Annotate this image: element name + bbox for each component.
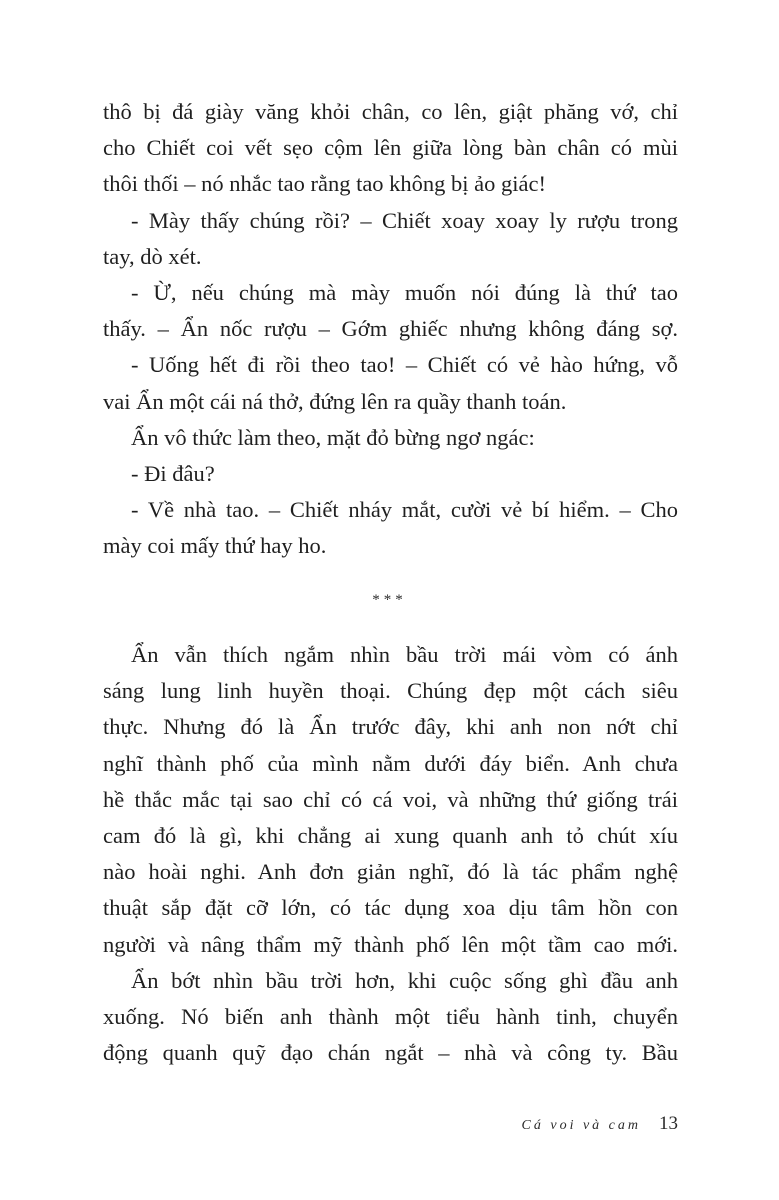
dialogue-section [103,94,678,564]
text-line: sáng lung linh huyền thoại. Chúng đẹp một cách siêu [103,678,678,704]
text-line: người và nâng thẩm mỹ thành phố lên một tầm cao mới. [103,931,678,957]
text-line: - Ừ, nếu chúng mà mày muốn nói đúng là thứ tao [131,279,678,305]
text-line: thô bị đá giày văng khỏi chân, co lên, giật phăng vớ, chỉ [103,99,678,124]
text-line: thực. Nhưng đó là Ẩn trước đây, khi anh non nớt chỉ [103,714,678,740]
text-line: động quanh quỹ đạo chán ngắt – nhà và công ty. Bầu [103,1040,678,1066]
text-line: nghĩ thành phố của mình nằm dưới đáy biển. Anh chưa [103,750,678,776]
text-line: vai Ẩn một cái ná thở, đứng lên ra quầy thanh toán. [103,388,567,414]
section-separator: *** [372,592,407,608]
text-line: - Uống hết đi rồi theo tao! – Chiết có vẻ hào hứng, vỗ [131,352,678,378]
text-line: cho Chiết coi vết sẹo cộm lên giữa lòng bàn chân có mùi [103,135,678,161]
narrative-section [103,637,678,1071]
page-footer [522,1113,678,1135]
text-line: mày coi mấy thứ hay ho. [103,533,327,559]
text-line: nào hoài nghi. Anh đơn giản nghĩ, đó là tác phẩm nghệ [103,859,678,885]
text-line: Ẩn vẫn thích ngắm nhìn bầu trời mái vòm có ánh [131,642,678,667]
text-line: Ẩn bớt nhìn bầu trời hơn, khi cuộc sống ghì đầu anh [131,967,678,993]
text-line: cam đó là gì, khi chẳng ai xung quanh anh tỏ chút xíu [103,822,678,848]
text-line: tay, dò xét. [103,243,202,269]
text-line: Ẩn vô thức làm theo, mặt đỏ bừng ngơ ngác: [131,424,535,450]
text-line: xuống. Nó biến anh thành một tiểu hành tinh, chuyển [103,1003,678,1029]
running-title: Cá voi và cam [521,1118,641,1133]
text-line: - Đi đâu? [131,460,215,486]
text-line: thôi thối – nó nhắc tao rằng tao không bị ảo giác! [103,171,547,197]
text-line: - Về nhà tao. – Chiết nháy mắt, cười vẻ bí hiểm. – Cho [131,497,678,523]
page-number: 13 [659,1113,678,1134]
text-line: thuật sắp đặt cỡ lớn, có tác dụng xoa dịu tâm hồn con [103,895,678,921]
text-line: thấy. – Ẩn nốc rượu – Gớm ghiếc nhưng không đáng sợ. [103,316,678,342]
text-line: hề thắc mắc tại sao chỉ có cá voi, và những thứ giống trái [103,786,678,812]
text-line: - Mày thấy chúng rồi? – Chiết xoay xoay ly rượu trong [131,207,678,233]
